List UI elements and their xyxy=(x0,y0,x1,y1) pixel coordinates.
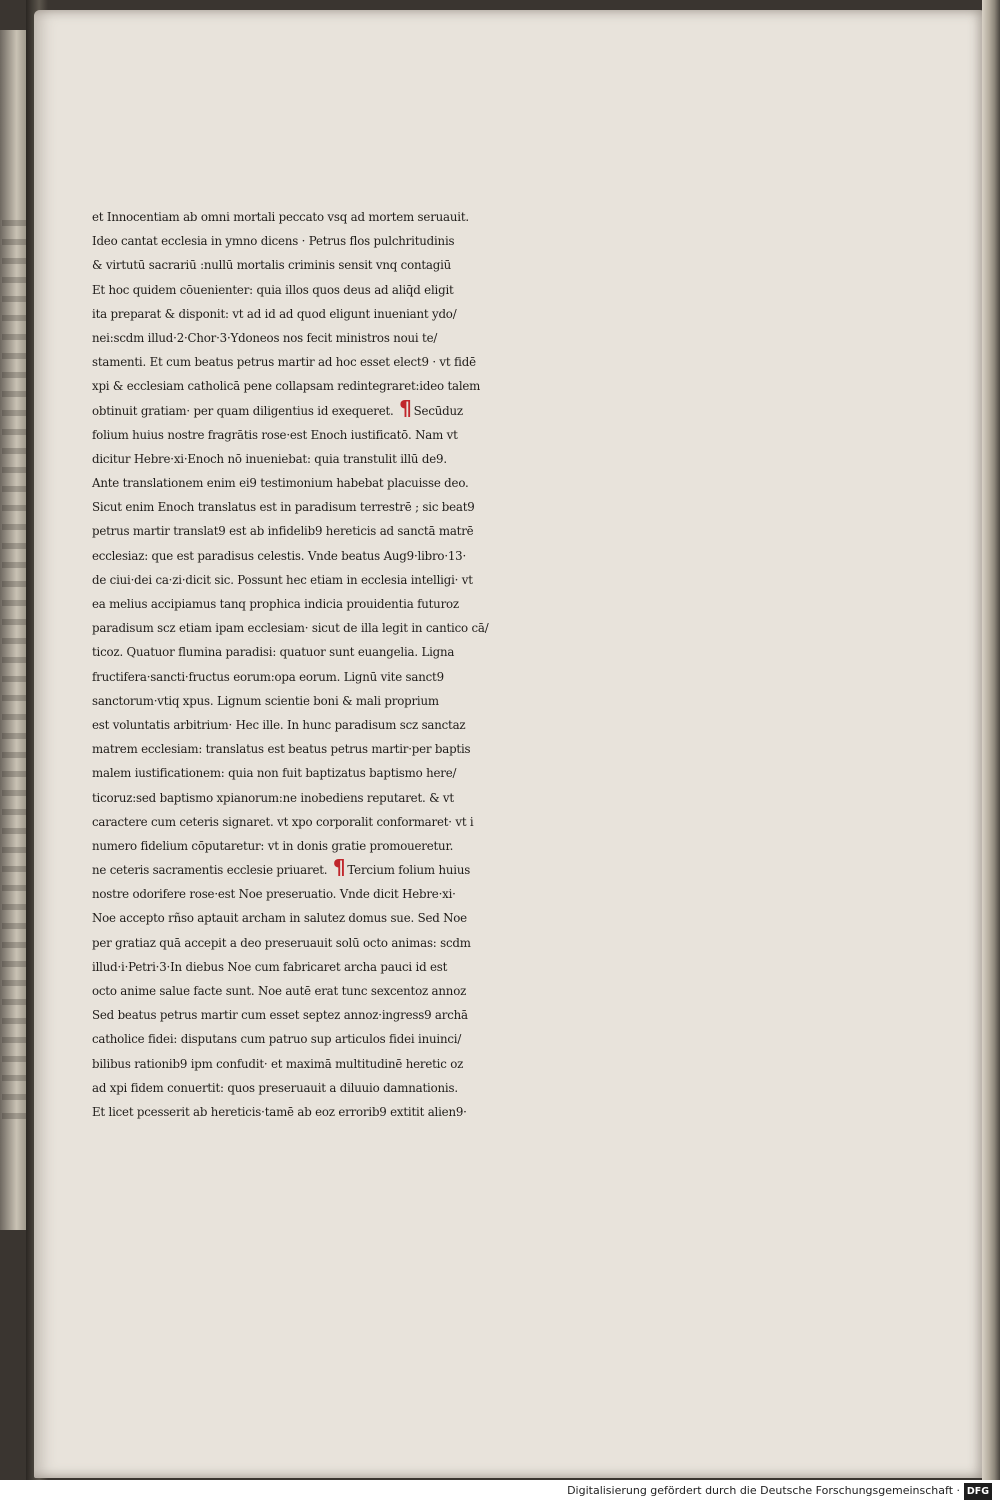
text-line xyxy=(92,544,692,568)
text-line xyxy=(92,592,692,616)
line-text: Et hoc quidem cōuenienter: quia illos quos deus ad aliq̄d eligit xyxy=(92,282,454,297)
line-text: obtinuit gratiam· per quam diligentius id exequeret. xyxy=(92,403,394,418)
line-text: octo anime salue facte sunt. Noe autē erat tunc sexcentoz annoz xyxy=(92,984,467,998)
line-text: petrus martir translat9 est ab infidelib9 hereticis ad sanctā matrē xyxy=(92,524,474,539)
line-text: sanctorum·vtiq xpus. Lignum scientie boni & mali proprium xyxy=(92,693,439,708)
line-text: et Innocentiam ab omni mortali peccato vsq ad mortem seruauit. xyxy=(92,210,469,224)
line-text: Ante translationem enim ei9 testimonium habebat placuisse deo. xyxy=(92,476,469,491)
line-text: ticoruz:sed baptismo xpianorum:ne inobediens reputaret. & vt xyxy=(92,790,454,805)
text-line xyxy=(92,471,692,495)
rubric-paragraph-mark: ¶ xyxy=(399,395,412,420)
line-text: Noe accepto rñso aptauit archam in salutez domus sue. Sed Noe xyxy=(92,911,467,926)
text-line xyxy=(92,1003,692,1027)
text-line xyxy=(92,278,692,302)
text-line xyxy=(92,713,692,737)
text-line xyxy=(92,737,692,761)
line-text: ecclesiaz: que est paradisus celestis. Vnde beatus Aug9·libro·13· xyxy=(92,548,467,563)
line-text: dicitur Hebre·xi·Enoch nō inueniebat: quia transtulit illū de9. xyxy=(92,451,447,466)
text-line xyxy=(92,423,692,447)
line-text: Et licet pcesserit ab hereticis·tamē ab eoz errorib9 extitit alien9· xyxy=(92,1104,467,1119)
line-text: est voluntatis arbitrium· Hec ille. In hunc paradisum scz sanctaz xyxy=(92,717,466,732)
line-text: Sed beatus petrus martir cum esset septez annoz·ingress9 archā xyxy=(92,1008,468,1023)
text-line xyxy=(92,665,692,689)
text-line xyxy=(92,979,692,1003)
text-line xyxy=(92,1052,692,1076)
line-text: bilibus rationib9 ipm confudit· et maximā multitudinē heretic oz xyxy=(92,1056,464,1071)
text-line xyxy=(92,253,692,277)
text-line xyxy=(92,326,692,350)
line-text-continuation: Tercium folium huius xyxy=(347,863,471,878)
line-text: ad xpi fidem conuertit: quos preseruauit a diluuio damnationis. xyxy=(92,1080,458,1095)
text-line xyxy=(92,1076,692,1100)
text-line xyxy=(92,689,692,713)
text-line xyxy=(92,568,692,592)
line-text: & virtutū sacrariū :nullū mortalis criminis sensit vnq contagiū xyxy=(92,258,452,273)
line-text: fructifera·sancti·fructus eorum:opa eorum. Lignū vite sanct9 xyxy=(92,669,444,684)
line-text: ita preparat & disponit: vt ad id ad quod eligunt inueniant ydo/ xyxy=(92,306,457,321)
funding-credit: Digitalisierung gefördert durch die Deutsche Forschungsgemeinschaft · xyxy=(567,1484,960,1497)
text-line xyxy=(92,931,692,955)
text-line xyxy=(92,447,692,471)
line-text: nei:scdm illud·2·Chor·3·Ydoneos nos fecit ministros noui te/ xyxy=(92,330,438,345)
text-line xyxy=(92,882,692,906)
line-text-continuation: Secūduz xyxy=(413,403,463,418)
text-line xyxy=(92,519,692,543)
text-line xyxy=(92,640,692,664)
dfg-logo: DFG xyxy=(964,1483,992,1500)
text-block xyxy=(92,205,692,1124)
text-line xyxy=(92,834,692,858)
line-text: de ciui·dei ca·zi·dicit sic. Possunt hec etiam in ecclesia intelligi· vt xyxy=(92,572,473,587)
text-line xyxy=(92,229,692,253)
line-text: folium huius nostre fragrātis rose·est Enoch iustificatō. Nam vt xyxy=(92,427,458,442)
line-text: ea melius accipiamus tanq prophica indicia prouidentia futuroz xyxy=(92,597,459,611)
text-line xyxy=(92,395,692,423)
text-line xyxy=(92,374,692,398)
printed-page xyxy=(34,10,984,1478)
rubric-paragraph-mark: ¶ xyxy=(332,855,346,880)
line-text: malem iustificationem: quia non fuit baptizatus baptismo here/ xyxy=(92,766,457,781)
text-line xyxy=(92,955,692,979)
text-line xyxy=(92,1027,692,1051)
text-line xyxy=(92,786,692,810)
text-line xyxy=(92,495,692,519)
line-text: paradisum scz etiam ipam ecclesiam· sicut de illa legit in cantico cā/ xyxy=(92,621,489,636)
line-text: numero fidelium cōputaretur: vt in donis gratie promoueretur. xyxy=(92,838,454,853)
line-text: ticoz. Quatuor flumina paradisi: quatuor sunt euangelia. Ligna xyxy=(92,645,455,660)
line-text: illud·i·Petri·3·In diebus Noe cum fabricaret archa pauci id est xyxy=(92,959,448,974)
line-text: per gratiaz quā accepit a deo preseruauit solū octo animas: scdm xyxy=(92,935,471,950)
text-line xyxy=(92,761,692,785)
line-text: Sicut enim Enoch translatus est in paradisum terrestrē ; sic beat9 xyxy=(92,500,475,515)
text-line xyxy=(92,1100,692,1124)
line-text: matrem ecclesiam: translatus est beatus petrus martir·per baptis xyxy=(92,742,471,757)
text-line xyxy=(92,906,692,930)
page-stack-edge xyxy=(982,0,1000,1480)
line-text: Ideo cantat ecclesia in ymno dicens · Petrus flos pulchritudinis xyxy=(92,234,455,249)
line-text: nostre odorifere rose·est Noe preseruatio. Vnde dicit Hebre·xi· xyxy=(92,887,456,902)
text-line xyxy=(92,205,692,229)
facing-page-text-fragment xyxy=(2,220,26,1120)
line-text: caractere cum ceteris signaret. vt xpo corporalit conformaret· vt i xyxy=(92,814,474,829)
text-line xyxy=(92,302,692,326)
text-line xyxy=(92,855,692,882)
line-text: catholice fidei: disputans cum patruo sup articulos fidei inuinci/ xyxy=(92,1032,462,1047)
text-line xyxy=(92,616,692,640)
line-text: xpi & ecclesiam catholicā pene collapsam redintegraret:ideo talem xyxy=(92,379,481,394)
text-line xyxy=(92,810,692,834)
footer-bar xyxy=(0,1480,1000,1505)
line-text: stamenti. Et cum beatus petrus martir ad hoc esset elect9 · vt fidē xyxy=(92,355,476,370)
line-text: ne ceteris sacramentis ecclesie priuaret. xyxy=(92,863,328,878)
text-line xyxy=(92,350,692,374)
